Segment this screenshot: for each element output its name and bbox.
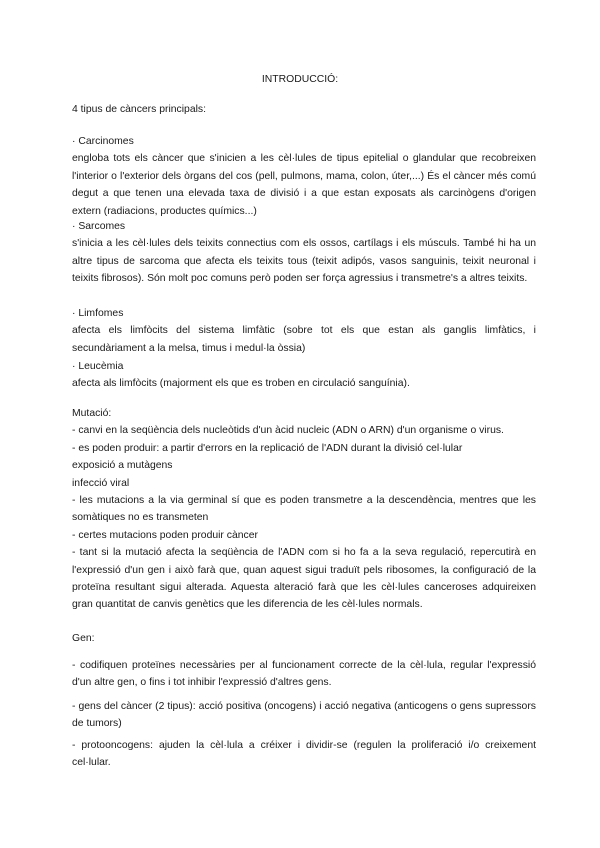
- section-sarcomes: [72, 218, 536, 288]
- mutacio-heading: Mutació:: [72, 408, 112, 419]
- section-carcinomes: [72, 133, 536, 220]
- page-title: INTRODUCCIÓ:: [261, 74, 339, 85]
- gen-item: - gens del càncer (2 tipus): acció positiva (oncogens) i acció negativa (anticogens o gens supressors de tumors): [72, 701, 536, 730]
- mutacio-item: - les mutacions a la via germinal sí que es poden transmetre a la descendència, mentres que les somàtiques no es transmeten: [72, 495, 536, 524]
- intro-line: 4 tipus de càncers principals:: [72, 104, 206, 115]
- gen-item: - protooncogens: ajuden la cèl·lula a créixer i dividir-se (regulen la proliferació i/o creixement cel·lular.: [72, 740, 536, 769]
- mutacio-item: - es poden produir: a partir d'errors en la replicació de l'ADN durant la divisió cel·lular: [72, 442, 463, 454]
- mutacio-item: - certes mutacions poden produir càncer: [72, 529, 258, 541]
- section-leucemia: [72, 358, 536, 393]
- carcinomes-heading: · Carcinomes: [72, 136, 134, 147]
- mutacio-item: - tant si la mutació afecta la seqüència de l'ADN com si ho fa a la seva regulació, repercutirà en l'expressió d'un gen i això farà que, quan aquest sigui traduït pels ribosomes, la configuració de la proteïna resultant sigui alterada. Aquesta alteració farà que les cèl·lules canceroses adquireixen gran quantitat de canvis genètics que les diferencia de les cèl·lules normals.: [72, 547, 536, 611]
- mutacio-sublist: [72, 457, 536, 492]
- mutacio-subitem: infecció viral: [72, 477, 130, 489]
- leucemia-text: afecta als limfòcits (majorment els que es troben en circulació sanguínia).: [72, 378, 410, 390]
- gen-heading: Gen:: [72, 633, 95, 644]
- sarcomes-text: s'inicia a les cèl·lules dels teixits connectius com els ossos, cartílags i els músculs. També hi ha un altre tipus de sarcoma que afecta els teixits tous (teixit adipós, vasos sanguinis, teixit neuronal i teixits fibrosos). Són molt poc comuns però poden ser força agressius i transmetre's a altres teixits.: [72, 238, 536, 285]
- section-limfomes: [72, 305, 536, 357]
- mutacio-subitem: exposició a mutàgens: [72, 460, 173, 472]
- mutacio-item: - canvi en la seqüència dels nucleòtids d'un àcid nucleic (ADN o ARN) d'un organisme o virus.: [72, 425, 504, 437]
- section-mutacio: [72, 405, 536, 614]
- sarcomes-heading: · Sarcomes: [72, 221, 126, 232]
- limfomes-heading: · Limfomes: [72, 308, 124, 319]
- gen-item: - codifiquen proteïnes necessàries per al funcionament correcte de la cèl·lula, regular l'expressió d'un altre gen, o fins i tot inhibir l'expressió d'altres gens.: [72, 660, 536, 689]
- limfomes-text: afecta els limfòcits del sistema limfàtic (sobre tot els que estan als ganglis limfàtics, i secundàriament a la melsa, timus i medul·la òssia): [72, 325, 536, 354]
- carcinomes-text: engloba tots els càncer que s'inicien a les cèl·lules de tipus epitelial o glandular que recobreixen l'interior o l'exterior dels òrgans del cos (pell, pulmons, mama, colon, úter,...) És el càncer més comú degut a que tenen una elevada taxa de divisió i a que estan exposats als carcinògens d'origen extern (radiacions, productes químics...): [72, 153, 536, 217]
- leucemia-heading: · Leucèmia: [72, 361, 124, 372]
